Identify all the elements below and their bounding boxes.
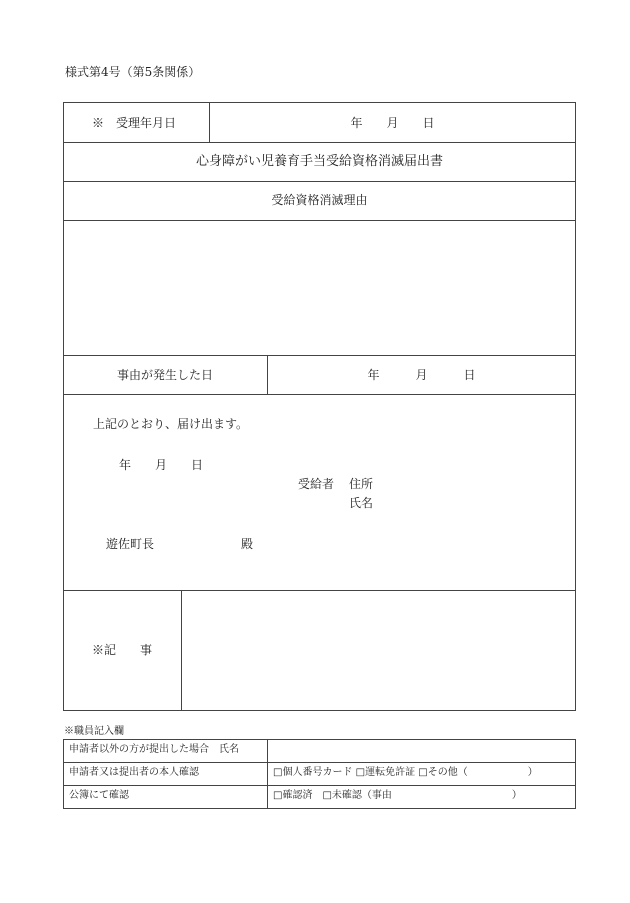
recipient-label: 受給者 [298,477,335,491]
addressee: 遊佐町長 [106,537,155,551]
divider [63,394,576,395]
notes-input-area[interactable] [182,591,575,710]
received-date-field[interactable]: 年 月 日 [350,116,435,130]
reason-label: 受給資格消滅理由 [271,193,368,207]
form-title: 心身障がい児養育手当受給資格消滅届出書 [195,154,443,169]
staff-row2-label: 申請者又は提出者の本人確認 [69,767,199,778]
staff-row1-label: 申請者以外の方が提出した場合 氏名 [69,744,239,755]
event-date-label: 事由が発生した日 [116,368,213,382]
staff-row3-options[interactable]: □確認済 □未確認（事由 ） [273,790,522,801]
divider [63,785,576,786]
staff-section-label: ※職員記入欄 [64,726,124,737]
honorific: 殿 [241,537,254,551]
staff-row2-options[interactable]: □個人番号カード □運転免許証 □その他（ ） [273,767,538,778]
divider [63,142,576,143]
divider [63,762,576,763]
form-reference: 様式第4号（第5条関係） [65,65,201,79]
name-label: 氏名 [349,496,374,510]
staff-row3-label: 公簿にて確認 [69,790,129,801]
event-date-field[interactable]: 年 月 日 [367,368,476,382]
notes-label: ※記 事 [92,643,153,657]
address-label: 住所 [349,477,374,491]
received-date-label: ※ 受理年月日 [92,116,177,130]
declaration-statement: 上記のとおり、届け出ます。 [93,417,249,431]
declaration-date-field[interactable]: 年 月 日 [119,458,204,472]
divider [63,181,576,182]
reason-input-area[interactable] [64,221,575,354]
staff-row1-field[interactable] [268,740,575,762]
divider [63,355,576,356]
